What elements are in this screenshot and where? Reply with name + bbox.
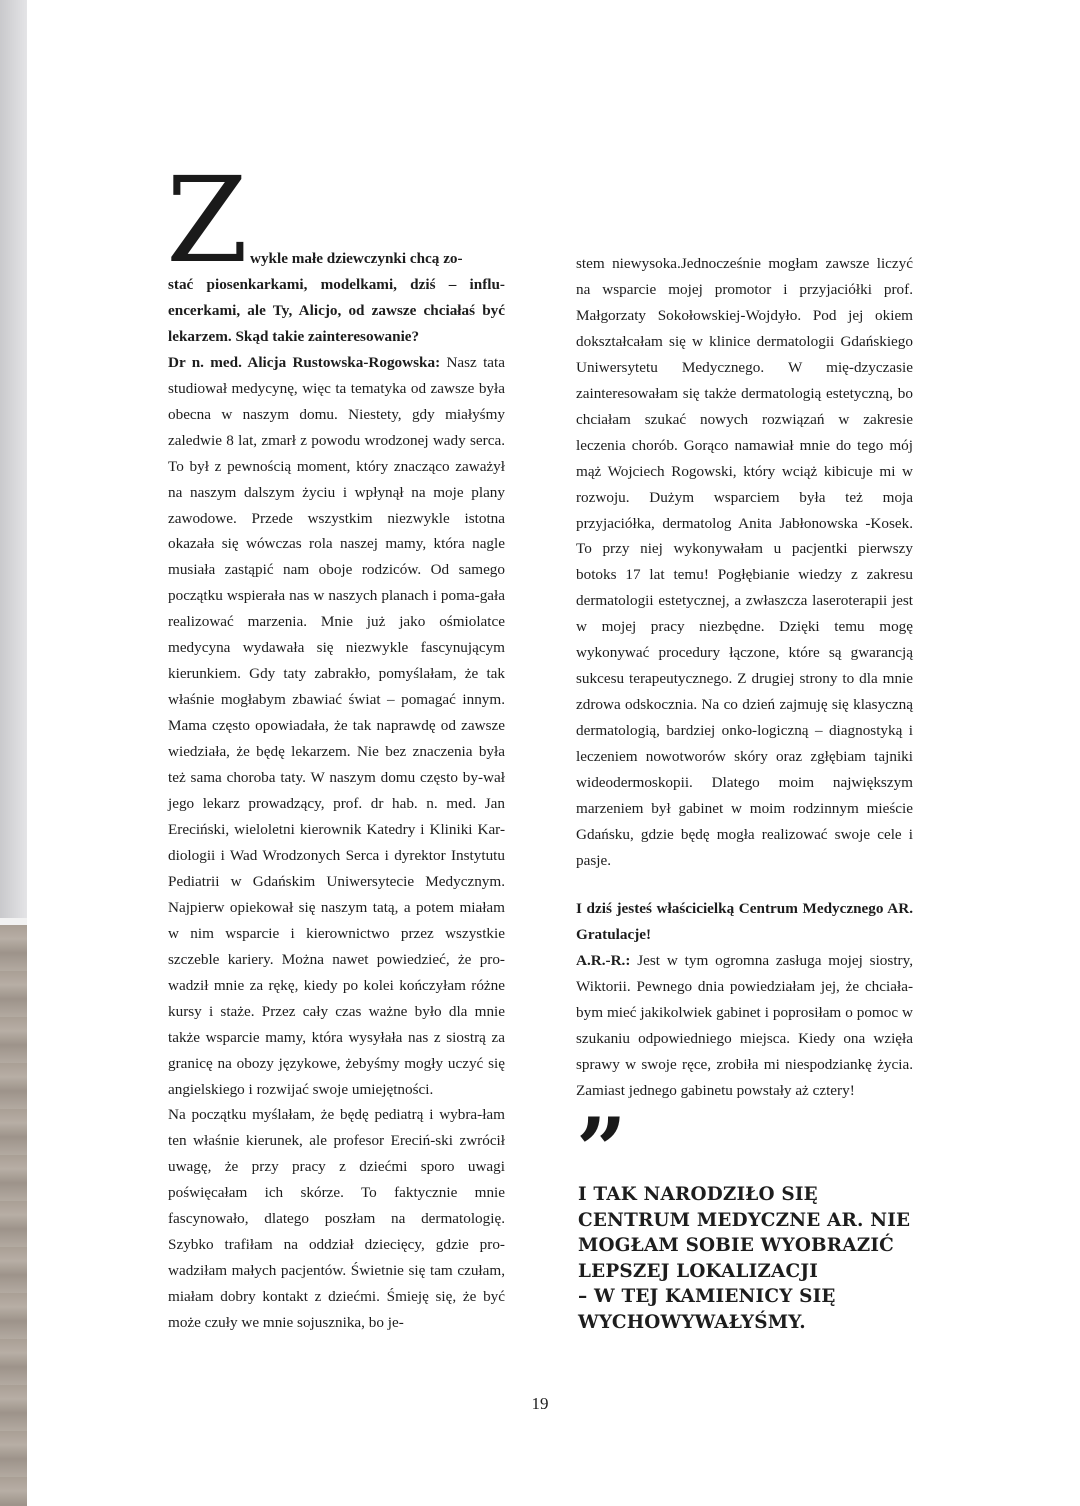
- intro-rest: stać piosenkarkami, modelkami, dziś – influ-encerkami, ale Ty, Alicjo, od zawsze chciałaś być lekarzem. Skąd takie zainteresowanie?: [168, 275, 505, 345]
- left-column: [168, 246, 505, 1336]
- left-photo-strip: [0, 0, 27, 1506]
- answer-paragraph-1: [168, 350, 505, 1103]
- pull-quote-line: WYCHOWYWAŁYŚMY.: [578, 1311, 806, 1333]
- answer-paragraph-2: Na początku myślałam, że będę pediatrą i wybra-łam ten właśnie kierunek, ale profesor Ereciń-ski zwrócił uwagę, że przy pracy z dziećmi sporo uwagi poświęcałam ich skórze. To faktycznie mnie fascynowało, dlatego poszłam na dermatologię. Szybko trafiłam na oddział dziecięcy, gdzie pro-wadziłam małych pacjentów. Świetnie się tam czułam, miałam dobry kontakt z dziećmi. Śmieję się, że być może czuły we mnie sojusznika, bo je-: [168, 1106, 505, 1332]
- quote-mark-icon: ”: [576, 1098, 627, 1202]
- drop-cap: Z: [166, 151, 248, 289]
- intro-question: [168, 246, 505, 350]
- continuation-paragraph: stem niewysoka.Jednocześnie mogłam zawsze liczyć na wsparcie mojej promotor i przyjaciółki prof. Małgorzaty Sokołowskiej-Wojdyło. Pod jej okiem dokształcałam się w klinice dermatologii Gdańskiego Uniwersytetu Medycznego. W mię-dzyczasie zainteresowałam się także dermatologią estetyczną, bo chciałam szukać nowych rozwiązań w zakresie leczenia chorób. Gorąco namawiał mnie do tego mój mąż Wojciech Rogowski, który wciąż kibicuje mi w rozwoju. Dużym wsparciem była też moja przyjaciółka, dermatolog Anita Jabłonowska -Kosek. To przy niej wykonywałam u pacjentki pierwszy botoks 17 lat temu! Pogłębianie wiedzy z zakresu dermatologii estetycznej, a zwłaszcza laseroterapii jest w mojej pracy niezbędne. Dzięki temu mogę wykonywać procedury łączone, które są gwarancją sukcesu terapeutycznego. Z drugiej strony to dla mnie zdrowa odskocznia. Na co dzień zajmuję się klasyczną dermatologią, bardziej onko-logiczną – diagnostyką i leczeniem nowotworów skóry oraz zgłębiam tajniki wideodermoskopii. Dlatego moim największym marzeniem był gabinet w moim rodzinnym mieście Gdańsku, gdzie będę mogła realizować swoje cele i pasje.: [576, 255, 913, 869]
- question-2: I dziś jesteś właścicielką Centrum Medycznego AR. Gratulacje!: [576, 899, 913, 943]
- answer-paragraph-3: [576, 948, 913, 1104]
- speaker-short: A.R.-R.:: [576, 951, 631, 969]
- speaker-name: Dr n. med. Alicja Rustowska-Rogowska:: [168, 353, 441, 371]
- photo-wall: [0, 0, 27, 925]
- right-column: [576, 251, 913, 1104]
- pull-quote-line: – W TEJ KAMIENICY SIĘ: [578, 1286, 836, 1308]
- pull-quote-line: MOGŁAM SOBIE WYOBRAZIĆ: [578, 1235, 894, 1257]
- answer-text-1: Nasz tata studiował medycynę, więc ta tematyka od zawsze była obecna w naszym domu. Niestety, gdy miałyśmy zaledwie 8 lat, zmarł z powodu wrodzonej wady serca. To był z pewnością moment, który znacząco zaważył na naszym dalszym życiu i wpłynął na moje plany zawodowe. Przede wszystkim niezwykle istotna okazała się wówczas rola naszej mamy, która nagle musiała zastąpić nam oboje rodziców. Od samego początku wspierała nas w naszych planach i poma-gała realizować marzenia. Mnie już jako ośmiolatce medycyna wydawała się niezwykle fascynującym kierunkiem. Gdy taty zabrakło, pomyślałam, że tak właśnie mogłabym zbawiać świat – pomagać innym. Mama często opowiadała, że tak naprawdę od zawsze wiedziała, że będę lekarzem. Nie bez znaczenia była też sama choroba taty. W naszym domu często by-wał jego lekarz prowadzący, prof. dr hab. n. med. Jan Ereciński, wieloletni kierownik Katedry i Kliniki Kar-diologii i Wad Wrodzonych Serca i dyrektor Instytutu Pediatrii w Gdańskim Uniwersytecie Medycznym. Najpierw opiekował się naszym tatą, a potem miałam w nim wsparcie i kierownictwo przez wszystkie szczeble kariery. Można nawet powiedzieć, że pro-wadził mnie za rękę, kiedy po kolei kończyłam różne kursy i staże. Przez cały czas ważne było dla mnie także wsparcie mamy, która wysyłała nas z siostrą za granicę na obozy językowe, żebyśmy mogły uczyć się angielskiego i rozwijać swoje umiejętności.: [168, 353, 506, 1098]
- intro-first-line: wykle małe dziewczynki chcą zo-: [250, 250, 463, 267]
- pull-quote-line: CENTRUM MEDYCZNE AR. NIE: [578, 1209, 911, 1231]
- photo-floor: [0, 925, 27, 1506]
- pull-quote-line: I TAK NARODZIŁO SIĘ: [578, 1184, 818, 1205]
- paragraph-gap: [576, 874, 913, 896]
- answer-text-3: Jest w tym ogromna zasługa mojej siostry, Wiktorii. Pewnego dnia powiedziałam jej, że chciała-bym mieć jakikolwiek gabinet i poprosiłam o pomoc w szukaniu odpowiedniego miejsca. Kiedy ona wzięła sprawy w swoje ręce, zrobiła mi niespodziankę życia. Zamiast jednego gabinetu powstały aż cztery!: [576, 951, 913, 1099]
- pull-quote-line: LEPSZEJ LOKALIZACJI: [578, 1260, 819, 1282]
- page-number: 19: [531, 1394, 549, 1413]
- pull-quote: [578, 1182, 938, 1336]
